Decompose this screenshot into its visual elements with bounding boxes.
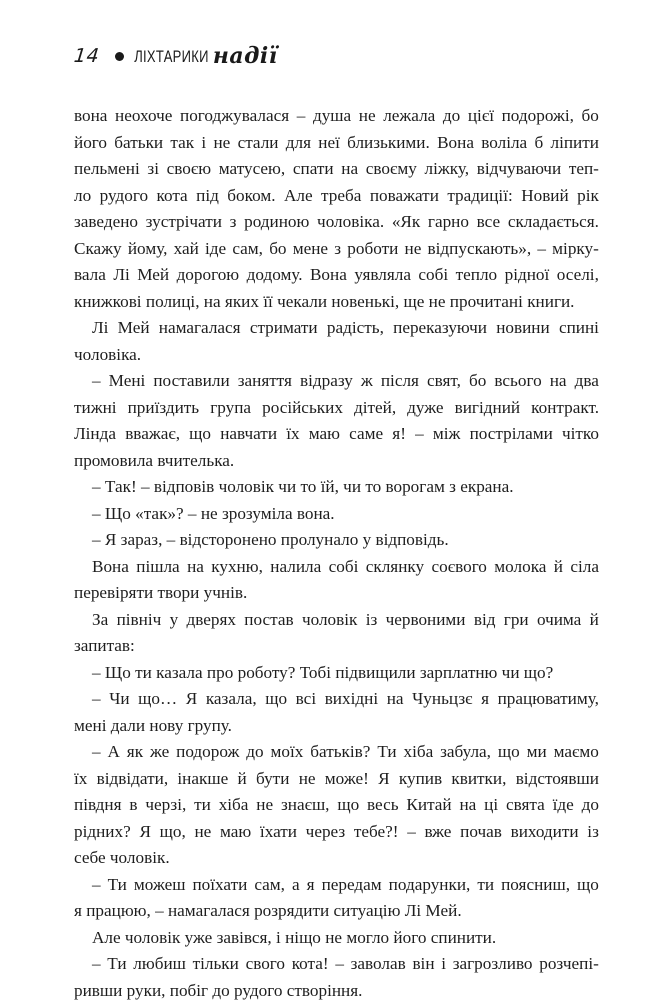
paragraph xyxy=(74,368,599,474)
paragraph xyxy=(74,315,599,368)
text-line: – Я зараз, – відсторонено пролунало у відповідь. xyxy=(74,527,599,554)
paragraph xyxy=(74,951,599,1004)
paragraph xyxy=(74,607,599,660)
text-line: – Що ти казала про роботу? Тобі підвищили зарплатню чи що? xyxy=(74,660,599,687)
paragraph xyxy=(74,686,599,739)
running-header xyxy=(74,38,278,74)
text-line: мені дали нову групу. xyxy=(74,713,599,740)
text-line: вала Лі Мей дорогою додому. Вона уявляла собі тепло рідної оселі, xyxy=(74,262,599,289)
page-number: 14 xyxy=(73,45,100,67)
series-title-part2: надії xyxy=(213,43,278,69)
paragraph xyxy=(74,501,599,528)
text-line: – Ти любиш тільки свого кота! – заволав він і загрозливо розчепі- xyxy=(74,951,599,978)
text-line: Але чоловік уже завівся, і ніщо не могло його спинити. xyxy=(74,925,599,952)
text-line: чоловіка. xyxy=(74,342,599,369)
series-title-part1: ЛІХТАРИКИ xyxy=(134,47,209,66)
paragraph xyxy=(74,527,599,554)
text-line: – А як же подорож до моїх батьків? Ти хіба забула, що ми маємо xyxy=(74,739,599,766)
text-line: – Що «так»? – не зрозуміла вона. xyxy=(74,501,599,528)
text-line: рідних? Я що, не маю їхати через тебе?! – вже почав виходити із xyxy=(74,819,599,846)
text-line: – Чи що… Я казала, що всі вихідні на Чуньцзє я працюватиму, xyxy=(74,686,599,713)
text-line: За північ у дверях постав чоловік із червоними від гри очима й xyxy=(74,607,599,634)
text-line: ривши руки, побіг до рудого створіння. xyxy=(74,978,599,1004)
paragraph xyxy=(74,474,599,501)
paragraph xyxy=(74,872,599,925)
text-line: Лі Мей намагалася стримати радість, переказуючи новини спині xyxy=(74,315,599,342)
text-line: півдня в черзі, ти хіба не знаєш, що весь Китай на ці свята їде до xyxy=(74,792,599,819)
text-line: – Мені поставили заняття відразу ж після свят, бо всього на два xyxy=(74,368,599,395)
text-line: тижні приїздить група російських дітей, дуже вигідний контракт. xyxy=(74,395,599,422)
bullet-dot xyxy=(115,52,124,61)
text-line: я працюю, – намагалася розрядити ситуацію Лі Мей. xyxy=(74,898,599,925)
paragraph xyxy=(74,739,599,872)
text-line: Лінда вважає, що навчати їх маю саме я! – між пострілами чітко xyxy=(74,421,599,448)
text-line: заведено зустрічати з родиною чоловіка. «Як гарно все складається. xyxy=(74,209,599,236)
text-line: Вона пішла на кухню, налила собі склянку соєвого молока й сіла xyxy=(74,554,599,581)
text-line: вона неохоче погоджувалася – душа не лежала до цієї подорожі, бо xyxy=(74,103,599,130)
text-line: – Так! – відповів чоловік чи то їй, чи то ворогам з екрана. xyxy=(74,474,599,501)
text-line: запитав: xyxy=(74,633,599,660)
paragraph xyxy=(74,554,599,607)
text-line: перевіряти твори учнів. xyxy=(74,580,599,607)
text-line: промовила вчителька. xyxy=(74,448,599,475)
paragraph xyxy=(74,925,599,952)
text-line: – Ти можеш поїхати сам, а я передам подарунки, ти поясниш, що xyxy=(74,872,599,899)
text-line: його батьки так і не стали для неї близькими. Вона воліла б ліпити xyxy=(74,130,599,157)
text-line: Скажу йому, хай іде сам, бо мене з роботи не відпускають», – мірку- xyxy=(74,236,599,263)
text-line: пельмені зі своєю матусею, спати на своєму ліжку, відчуваючи теп- xyxy=(74,156,599,183)
text-line: їх відвідати, інакше й бути не може! Я купив квитки, відстоявши xyxy=(74,766,599,793)
body-text xyxy=(74,103,599,1004)
text-line: себе чоловік. xyxy=(74,845,599,872)
paragraph xyxy=(74,660,599,687)
text-line: книжкові полиці, на яких її чекали новенькі, ще не прочитані книги. xyxy=(74,289,599,316)
paragraph xyxy=(74,103,599,315)
text-line: ло рудого кота під боком. Але треба поважати традиції: Новий рік xyxy=(74,183,599,210)
